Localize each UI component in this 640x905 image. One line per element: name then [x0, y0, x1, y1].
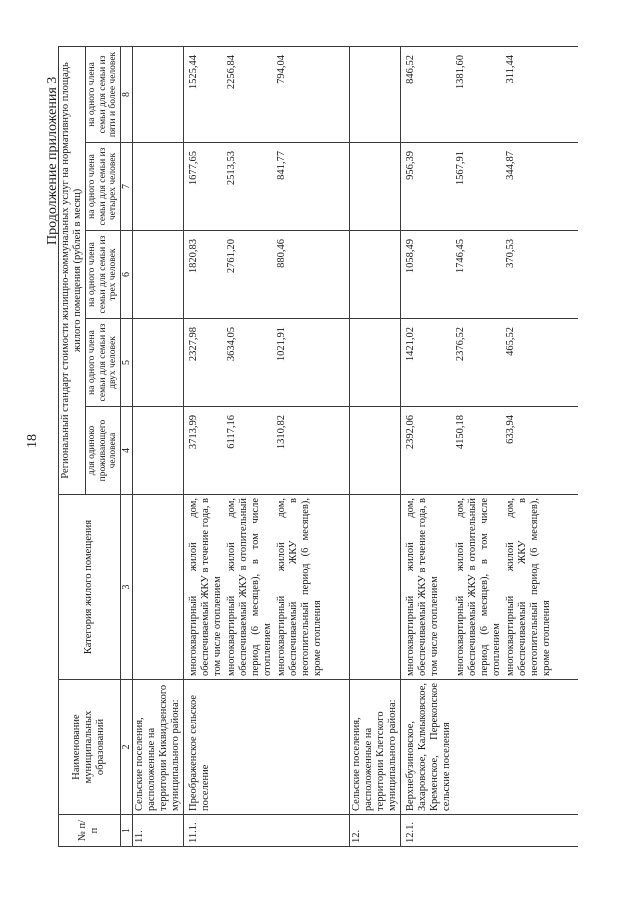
spacer-row [554, 46, 578, 846]
spacer-row [325, 46, 350, 846]
value-single: 1310,82 [275, 407, 325, 495]
municipality-name: Верхнебузиновское, Захаровское, Калмыковское, Кременское, Перекопское сельские поселения [400, 680, 454, 815]
group-number: 12.1. [400, 815, 454, 847]
header-single: для одиноко проживающего человека [86, 407, 121, 495]
header-family-2: на одного члена семьи для семьи из двух человек [86, 319, 121, 407]
table-row [225, 46, 275, 846]
housing-category: многоквартирный жилой дом, обеспечиваемый ЖКУ в отопительный период (6 месяцев), в том числе отоплением [454, 495, 504, 680]
value-single: 4150,18 [454, 407, 504, 495]
page-number: 18 [25, 434, 40, 448]
housing-standard-table [58, 46, 578, 847]
value-family-2: 1021,91 [275, 319, 325, 407]
value-family-3: 1058,49 [400, 231, 454, 319]
section-number: 12. [349, 815, 400, 847]
value-single: 2392,06 [400, 407, 454, 495]
column-number: 1 [120, 815, 132, 847]
value-family-5: 794,04 [275, 46, 325, 142]
value-family-2: 1421,02 [400, 319, 454, 407]
value-single: 3713,99 [183, 407, 225, 495]
section-number: 11. [132, 815, 183, 847]
header-family-4: на одного члена семьи для семьи из четырех человек [86, 143, 121, 231]
value-family-4: 2513,53 [225, 143, 275, 231]
header-category: Категория жилого помещения [59, 495, 121, 680]
table-row [275, 46, 325, 846]
value-single: 6117,16 [225, 407, 275, 495]
column-number: 5 [120, 319, 132, 407]
section-row [132, 46, 183, 846]
column-number: 8 [120, 46, 132, 142]
table-row [454, 46, 504, 846]
value-family-4: 344,87 [504, 143, 554, 231]
header-family-3: на одного члена семьи для семьи из трех человек [86, 231, 121, 319]
value-family-4: 841,77 [275, 143, 325, 231]
value-family-4: 1567,91 [454, 143, 504, 231]
header-num: № п/п [59, 815, 121, 847]
municipality-name: Преображенское сельское поселение [183, 680, 225, 815]
rotated-table-wrapper [58, 51, 552, 847]
value-family-3: 2761,20 [225, 231, 275, 319]
group-number: 11.1. [183, 815, 225, 847]
housing-category: многоквартирный жилой дом, обеспечиваемый ЖКУ в течение года, в том числе отоплением [183, 495, 225, 680]
header-municipality: Наименование муниципальных образований [59, 680, 121, 815]
header-standard: Региональный стандарт стоимости жилищно-коммунальных услуг на нормативную площадь жилого помещения (рублей в месяц) [59, 46, 86, 494]
value-family-4: 1677,65 [183, 143, 225, 231]
housing-category: многоквартирный жилой дом, обеспечиваемый ЖКУ в отопительный период (6 месяцев), в том числе отоплением [225, 495, 275, 680]
value-family-4: 956,39 [400, 143, 454, 231]
table-row [400, 46, 454, 846]
column-number: 6 [120, 231, 132, 319]
value-family-5: 1381,60 [454, 46, 504, 142]
table-row [504, 46, 554, 846]
table-row [183, 46, 225, 846]
value-family-2: 2376,52 [454, 319, 504, 407]
housing-category: многоквартирный жилой дом, обеспечиваемый ЖКУ в течение года, в том числе отоплением [400, 495, 454, 680]
value-family-3: 1746,45 [454, 231, 504, 319]
value-family-5: 2256,84 [225, 46, 275, 142]
housing-category: многоквартирный жилой дом, обеспечиваемый ЖКУ в неотопительный период (6 месяцев), кроме отопления [275, 495, 325, 680]
value-family-3: 1820,83 [183, 231, 225, 319]
section-title: Сельские поселения, расположенные на территории Клетского муниципального района: [349, 680, 400, 815]
column-number: 3 [120, 495, 132, 680]
value-family-3: 370,53 [504, 231, 554, 319]
value-family-5: 846,52 [400, 46, 454, 142]
section-title: Сельские поселения, расположенные на территории Киквидзенского муниципального района: [132, 680, 183, 815]
value-family-2: 3634,05 [225, 319, 275, 407]
value-family-2: 2327,98 [183, 319, 225, 407]
section-row [349, 46, 400, 846]
column-number: 7 [120, 143, 132, 231]
column-number: 2 [120, 680, 132, 815]
appendix-title: Продолжение приложения 3 [45, 76, 60, 245]
housing-category: многоквартирный жилой дом, обеспечиваемый ЖКУ в неотопительный период (6 месяцев), кроме отопления [504, 495, 554, 680]
column-number: 4 [120, 407, 132, 495]
value-family-2: 465,52 [504, 319, 554, 407]
value-family-3: 880,46 [275, 231, 325, 319]
value-family-5: 1525,44 [183, 46, 225, 142]
value-single: 633,94 [504, 407, 554, 495]
header-family-5: на одного члена семьи для семьи из пяти и более человек [86, 46, 121, 142]
value-family-5: 311,44 [504, 46, 554, 142]
